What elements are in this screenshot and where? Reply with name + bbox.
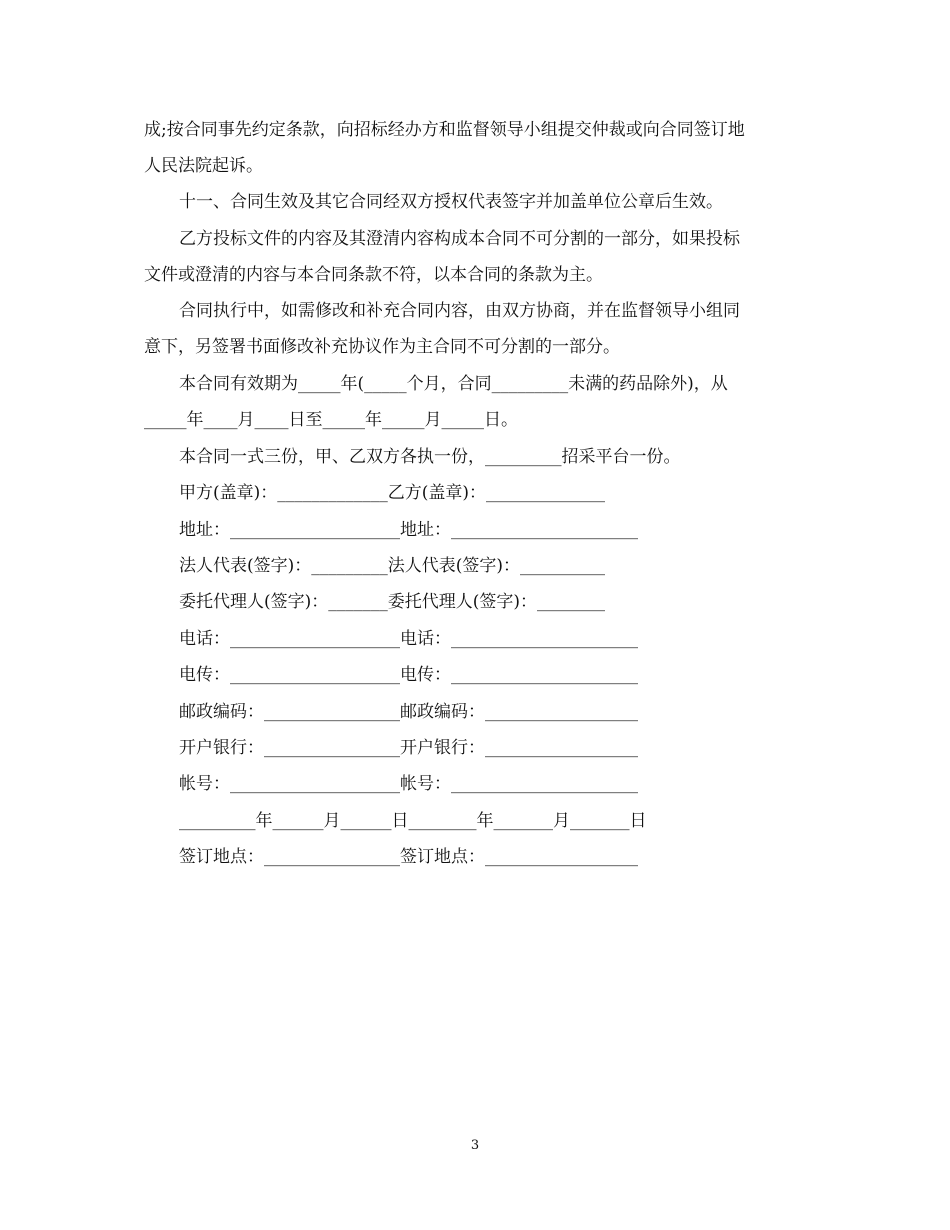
paragraph-line-7: 意下，另签署书面修改补充协议作为主合同不可分割的一部分。 (144, 337, 620, 357)
signature-postal-code-row: 邮政编码：________________邮政编码：__________________ (179, 702, 638, 722)
signature-legal-rep-row: 法人代表(签字)：_________法人代表(签字)：__________ (179, 556, 606, 576)
paragraph-line-8: 本合同有效期为_____年(_____个月，合同_________未满的药品除外)，从 (179, 374, 728, 394)
signature-bank-row: 开户银行：________________开户银行：__________________ (179, 738, 638, 758)
paragraph-line-3: 十一、合同生效及其它合同经双方授权代表签字并加盖单位公章后生效。 (179, 192, 723, 212)
paragraph-line-9: _____年____月____日至_____年_____月_____日。 (144, 410, 518, 430)
paragraph-line-6: 合同执行中，如需修改和补充合同内容，由双方协商，并在监督领导小组同 (179, 301, 740, 321)
signature-agent-row: 委托代理人(签字)：_______委托代理人(签字)：________ (179, 592, 606, 612)
paragraph-line-1: 成;按合同事先约定条款，向招标经办方和监督领导小组提交仲裁或向合同签订地 (144, 120, 745, 140)
paragraph-line-4: 乙方投标文件的内容及其澄清内容构成本合同不可分割的一部分，如果投标 (179, 229, 740, 249)
paragraph-line-5: 文件或澄清的内容与本合同条款不符，以本合同的条款为主。 (144, 265, 603, 285)
paragraph-line-10: 本合同一式三份，甲、乙双方各执一份，_________招采平台一份。 (179, 447, 681, 467)
signature-party-row: 甲方(盖章)：_____________乙方(盖章)：______________ (179, 483, 606, 503)
page-number: 3 (470, 1138, 480, 1153)
signature-fax-row: 电传：____________________电传：______________________ (179, 665, 638, 685)
paragraph-line-2: 人民法院起诉。 (144, 156, 263, 176)
signature-phone-row: 电话：____________________电话：______________________ (179, 629, 638, 649)
signature-place-row: 签订地点：________________签订地点：__________________ (179, 847, 638, 867)
signature-date-row: _________年______月______日________年_______月_______日 (179, 811, 647, 831)
signature-account-row: 帐号：____________________帐号：______________________ (179, 774, 638, 794)
signature-address-row: 地址：____________________地址：______________________ (179, 520, 638, 540)
